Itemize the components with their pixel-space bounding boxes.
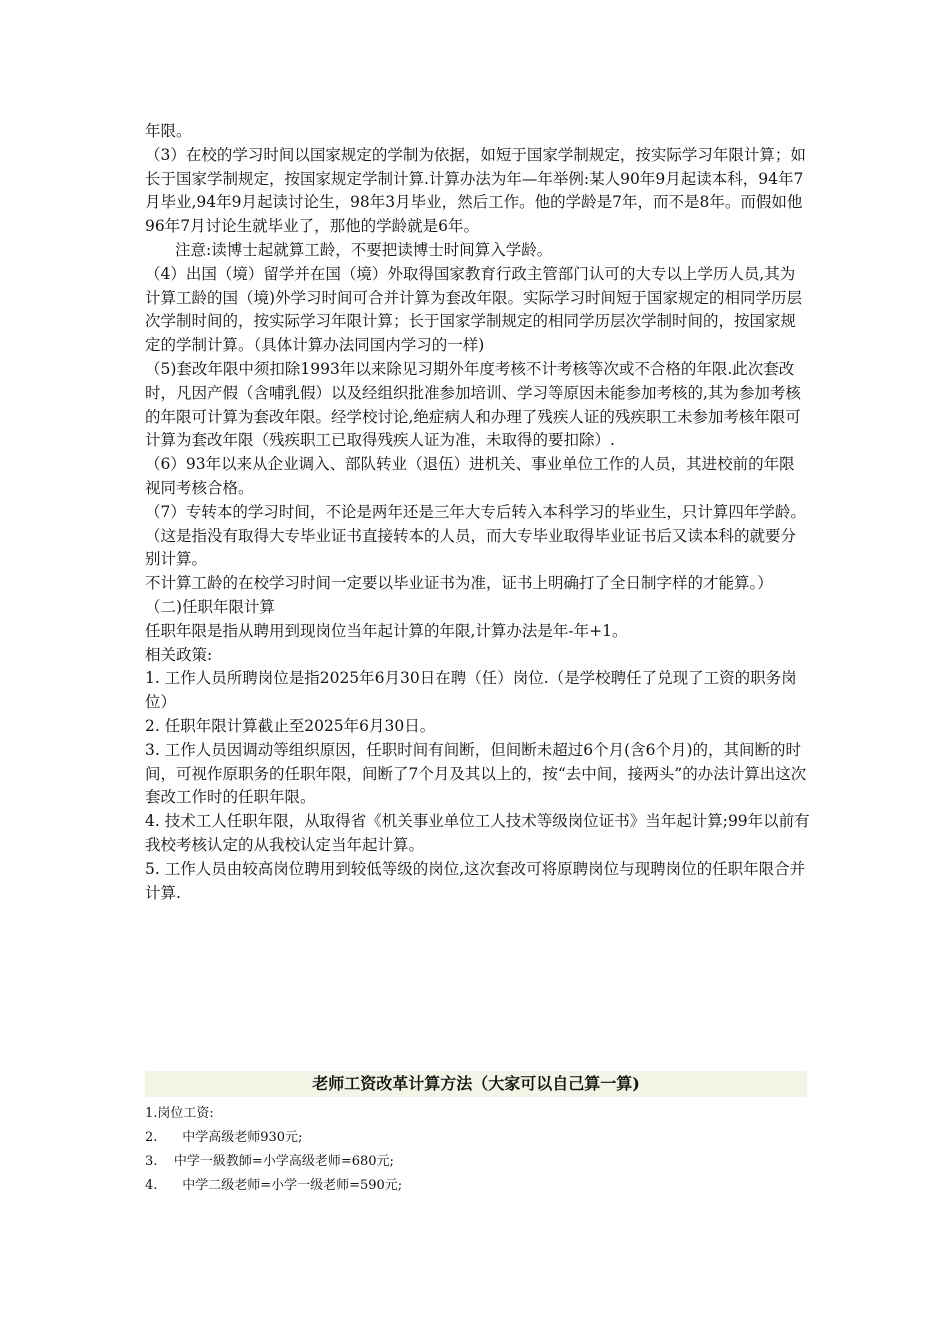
paragraph-note-transfer: （这是指没有取得大专毕业证书直接转本的人员，而大专毕业取得毕业证书后又读本科的就要分别计算。 [145, 526, 797, 569]
salary-list [145, 1102, 807, 1198]
paragraph-item-7: （7）专转本的学习时间，不论是两年还是三年大专后转入本科学习的毕业生，只计算四年学龄。 [145, 502, 806, 521]
paragraph-note-certificate: 不计算工龄的在校学习时间一定要以毕业证书为准，证书上明确打了全日制字样的才能算。） [145, 574, 773, 593]
policy-item-3: 3. 工作人员因调动等组织原因，任职时间有间断，但间断未超过6个月(含6个月)的，其间断的时间，可视作原职务的任职年限，间断了7个月及其以上的，按“去中间，接两头”的办法计算出这次套改工作时的任职年限。 [145, 740, 807, 807]
section-heading-tenure: （二)任职年限计算 [145, 597, 276, 616]
paragraph-item-3: （3）在校的学习时间以国家规定的学制为依据，如短于国家学制规定，按实际学习年限计算；如长于国家学制规定，按国家规定学制计算.计算办法为年—年举例:某人90年9月起读本科，94年7月毕业,94年9月起读讨论生，98年3月毕业，然后工作。他的学龄是7年，而不是8年。而假如他96年7月讨论生就毕业了，那他的学龄就是6年。 [145, 145, 806, 236]
policy-item-4: 4. 技术工人任职年限，从取得省《机关事业单位工人技术等级岗位证书》当年起计算;99年以前有我校考核认定的从我校认定当年起计算。 [145, 812, 810, 854]
paragraph-note-phd: 注意:读博士起就算工龄，不要把读博士时间算入学龄。 [175, 240, 553, 259]
salary-item: 4. 中学二级老师=小学一级老师=590元; [145, 1178, 403, 1193]
document-body [145, 120, 810, 905]
paragraph-item-4: （4）出国（境）留学并在国（境）外取得国家教育行政主管部门认可的大专以上学历人员,其为计算工龄的国（境)外学习时间可合并计算为套改年限。实际学习时间短于国家规定的相同学历层次学制时间的，按实际学习年限计算；长于国家学制规定的相同学历层次学制时间的，按国家规定的学制计算。（具体计算办法同国内学习的一样) [145, 264, 803, 355]
salary-item: 3. 中学一級教師=小学高级老师=680元; [145, 1154, 394, 1169]
policy-item-2: 2. 任职年限计算截止至2025年6月30日。 [145, 716, 436, 735]
salary-section-title: 老师工资改革计算方法（大家可以自己算一算) [145, 1071, 807, 1097]
policy-item-5: 5. 工作人员由较高岗位聘用到较低等级的岗位,这次套改可将原聘岗位与现聘岗位的任职年限合并计算. [145, 859, 806, 902]
paragraph-related-policy: 相关政策: [145, 645, 213, 664]
paragraph-year-limit: 年限。 [145, 122, 192, 140]
paragraph-item-5: （5)套改年限中须扣除1993年以来除见习期外年度考核不计考核等次或不合格的年限.此次套改时，凡因产假（含哺乳假）以及经组织批准参加培训、学习等原因未能参加考核的,其为参加考核的年限可计算为套改年限。经学校讨论,绝症病人和办理了残疾人证的残疾职工未参加考核年限可计算为套改年限（残疾职工已取得残疾人证为准，未取得的要扣除）. [145, 359, 801, 450]
paragraph-tenure-definition: 任职年限是指从聘用到现岗位当年起计算的年限,计算办法是年-年+1。 [145, 621, 628, 640]
policy-item-1: 1. 工作人员所聘岗位是指2025年6月30日在聘（任）岗位.（是学校聘任了兑现了工资的职务岗位） [145, 669, 797, 712]
salary-item: 2. 中学高级老师930元; [145, 1130, 303, 1145]
salary-item: 1.岗位工资: [145, 1106, 214, 1121]
paragraph-item-6: （6）93年以来从企业调入、部队转业（退伍）进机关、事业单位工作的人员，其进校前的年限视同考核合格。 [145, 455, 795, 497]
